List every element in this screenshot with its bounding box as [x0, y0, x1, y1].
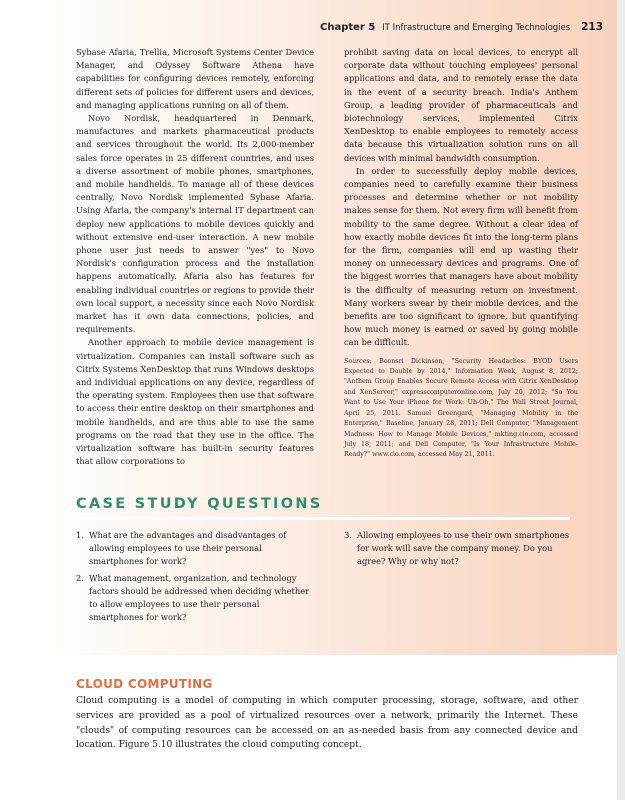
paragraph: Sybase Afaria, Trellia, Microsoft Systems Center Device Manager, and Odyssey Software Athena have capabilities for configuring devices remotely, enforcing different sets of policies for different users and devices, and managing applications running on all of them. [76, 47, 314, 110]
left-text-column [76, 46, 314, 469]
paragraph: Another approach to mobile device management is virtualization. Companies can install software such as Citrix Systems XenDesktop that runs Windows desktops and individual applications on any device, regardless of the operating system. Employees then use that software to access their entire desktop on their smartphones and mobile handhelds, and are thus able to use the same programs on the road that they use in the office. The virtualization software has built-in security features that allow corporations to [76, 337, 314, 467]
question-list-left [76, 529, 316, 627]
question-item [344, 529, 574, 569]
question-number: 3. [344, 530, 352, 540]
question-text: What management, organization, and technology factors should be addressed when deciding whether to allow employees to use their personal smartphones for work? [89, 572, 310, 623]
section-body: Cloud computing is a model of computing in which computer processing, storage, software, and other services are provided as a pool of virtualized resources over a network, primarily the Internet. These "clouds" of computing resources can be accessed on an as-needed basis from any connected device and location. Figure 5.10 illustrates the cloud computing concept. [76, 696, 578, 751]
case-study-questions-title: CASE STUDY QUESTIONS [76, 496, 323, 512]
question-item [76, 572, 316, 625]
page-edge [617, 0, 625, 800]
question-text: Allowing employees to use their own smartphones for work will save the company money. Do you agree? Why or why not? [357, 530, 570, 567]
right-text-column [344, 46, 578, 461]
sources-label: Sources: [344, 357, 372, 365]
question-item [76, 529, 316, 569]
question-list-right [344, 529, 574, 572]
paragraph: In order to successfully deploy mobile devices, companies need to carefully examine their business processes and determine whether or not mobility makes sense for them. Not every firm will benefit from mobility to the same degree. Without a clear idea of how exactly mobile devices fit into the long-term plans for the firm, companies will end up wasting their money on unnecessary devices and programs. One of the biggest worries that managers have about mobility is the difficulty of measuring return on investment. Many workers swear by their mobile devices, and the benefits are too significant to ignore, but quantifying how much money is earned or saved by going mobile can be difficult. [344, 165, 578, 348]
sources-text: Boonsri Dickinson, "Security Headaches: BYOD Users Expected to Double by 2014," Information Week, August 8, 2012; "Anthem Group Enables Secure Remote Access with Citrix XenDesktop and XenServer," expresscomputeronline.com, July 20, 2012; "So You Want to Use Your iPhone for Work: Uh-Oh," The Wall Street Journal, April 25, 2011. Samuel Greengard, "Managing Mobility in the Enterprise," Baseline, January 28, 2011; Dell Computer, "Management Madness: How to Manage Mobile Devices," mkting.cio.com, accessed July 18, 2011; and Dell Computer, "Is Your Infrastructure Mobile-Ready?" www.cio.com, accessed May 21, 2011. [344, 357, 578, 459]
question-number: 1. [76, 530, 84, 540]
paragraph: Novo Nordisk, headquartered in Denmark, manufactures and markets pharmaceutical products and services throughout the world. Its 2,000-member sales force operates in 25 different countries, and uses a diverse assortment of mobile phones, smartphones, and mobile handhelds. To manage all of these devices centrally, Novo Nordisk implemented Sybase Afaria. Using Afaria, the company's internal IT department can deploy new applications to mobile devices quickly and without extensive end-user interaction. A new mobile phone user just needs to answer "yes" to Novo Nordisk's configuration process and the installation happens automatically. Afaria also has features for enabling individual countries or regions to provide their own local support, a necessity since each Novo Nordisk market has it own data connections, policies, and requirements. [76, 113, 314, 335]
chapter-label: Chapter 5 [319, 22, 376, 33]
question-number: 2. [76, 572, 84, 583]
sources-note [344, 357, 578, 461]
section-heading: CLOUD COMPUTING [76, 677, 213, 691]
page-number: 213 [581, 21, 603, 33]
chapter-subtitle: IT Infrastructure and Emerging Technologies [382, 23, 571, 33]
question-text: What are the advantages and disadvantages of allowing employees to use their personal smartphones for work? [89, 530, 287, 567]
running-header [320, 21, 603, 33]
divider [55, 517, 570, 520]
paragraph: prohibit saving data on local devices, to encrypt all corporate data without touching employees' personal applications and data, and to remotely erase the data in the event of a security breach. India's Anthem Group, a leading provider of pharmaceuticals and biotechnology services, implemented Citrix XenDesktop to enable employees to remotely access data because this virtualization solution runs on all devices with minimal bandwidth consumption. [344, 47, 578, 163]
